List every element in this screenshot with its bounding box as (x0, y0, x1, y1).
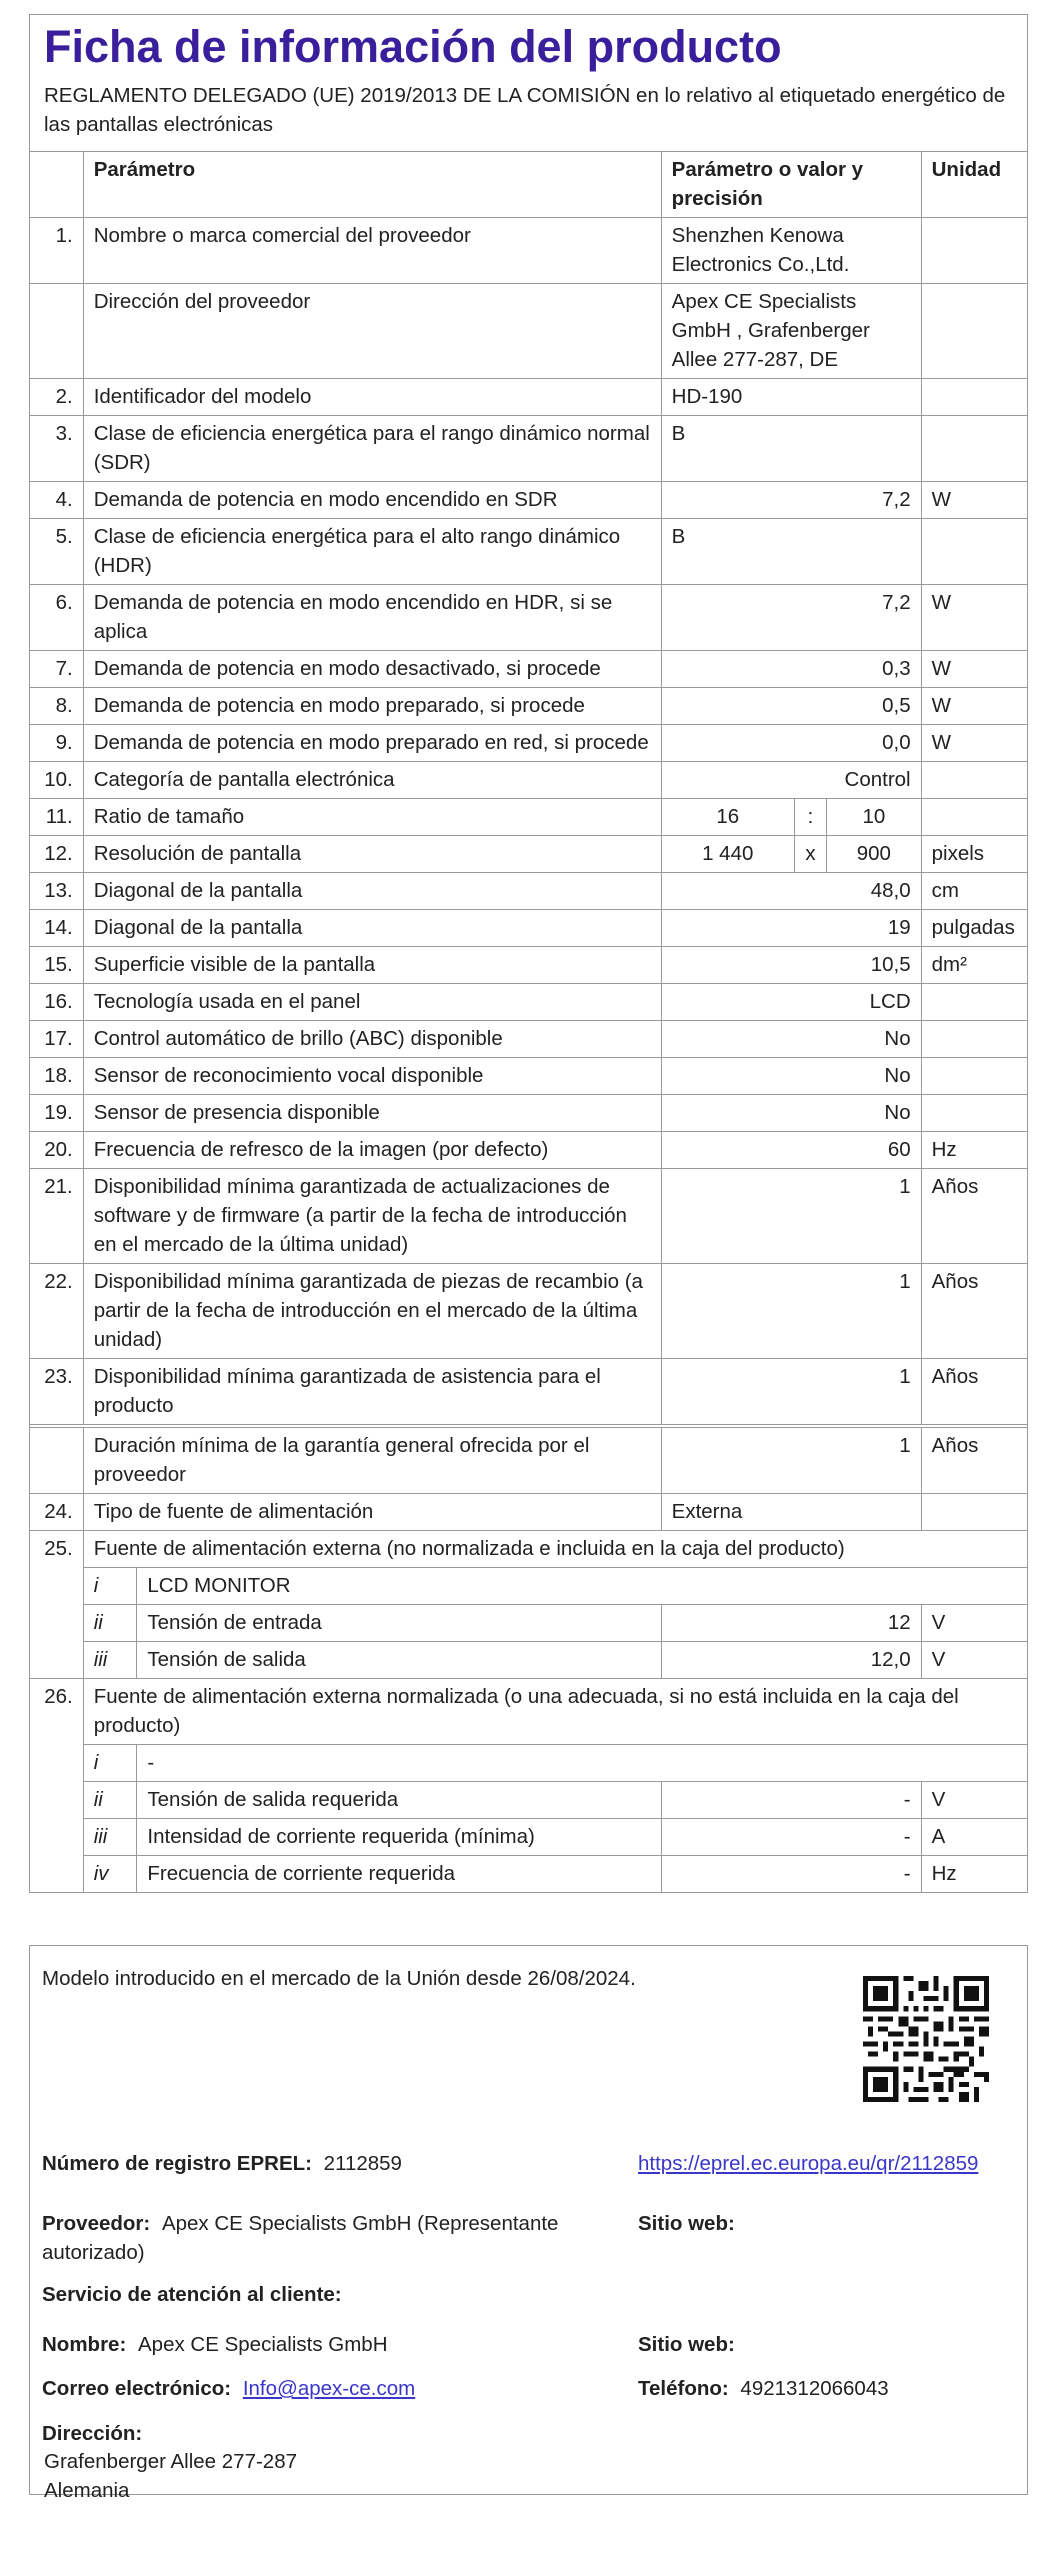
table-row (30, 1359, 1028, 1425)
external-psu-group (30, 1531, 1028, 1568)
address-line-1: Grafenberger Allee 277-287 (44, 2450, 298, 2473)
address-label: Dirección: (42, 2422, 143, 2445)
sub-parameter: Frecuencia de corriente requerida (137, 1856, 661, 1893)
row-number: 16. (30, 984, 84, 1021)
row-parameter: Identificador del modelo (83, 379, 661, 416)
market-date-text: Modelo introducido en el mercado de la Unión desde 26/08/2024. (42, 1967, 636, 1990)
sub-index: i (83, 1745, 137, 1782)
eprel-link-wrap (638, 2149, 1008, 2178)
row-value: 0,3 (661, 651, 921, 688)
sub-index: iii (83, 1819, 137, 1856)
row-number: 4. (30, 482, 84, 519)
row-parameter: Clase de eficiencia energética para el alto rango dinámico (HDR) (83, 519, 661, 585)
sub-value: - (661, 1819, 921, 1856)
table-row (30, 799, 1028, 836)
row-number: 24. (30, 1494, 84, 1531)
row-value: B (661, 416, 921, 482)
row-parameter: Sensor de reconocimiento vocal disponible (83, 1058, 661, 1095)
table-row (30, 688, 1028, 725)
row-parameter: Demanda de potencia en modo preparado en red, si procede (83, 725, 661, 762)
group-title: Fuente de alimentación externa (no normalizada e incluida en la caja del producto) (83, 1531, 1027, 1568)
row-unit: W (921, 585, 1027, 651)
row-parameter: Clase de eficiencia energética para el rango dinámico normal (SDR) (83, 416, 661, 482)
sub-row (30, 1745, 1028, 1782)
table-row (30, 762, 1028, 799)
row-parameter: Dirección del proveedor (83, 284, 661, 379)
sub-parameter: - (137, 1745, 1028, 1782)
sub-index: iii (83, 1642, 137, 1679)
row-number (30, 284, 84, 379)
row-value: Shenzhen Kenowa Electronics Co.,Ltd. (661, 218, 921, 284)
row-value: No (661, 1058, 921, 1095)
row-number: 13. (30, 873, 84, 910)
email-link[interactable]: Info@apex-ce.com (242, 2377, 416, 2400)
row-value-b: 10 (827, 799, 922, 836)
row-value-a: 1 440 (661, 836, 794, 873)
row-number: 26. (30, 1679, 84, 1893)
eprel-label: Número de registro EPREL: (42, 2152, 312, 2175)
header-value: Parámetro o valor y precisión (661, 152, 921, 218)
sub-value: - (661, 1782, 921, 1819)
table-row (30, 519, 1028, 585)
row-unit (921, 416, 1027, 482)
sub-index: iv (83, 1856, 137, 1893)
supplier-row (42, 2209, 622, 2267)
supplier-label: Proveedor: (42, 2212, 151, 2235)
supplier-website-label: Sitio web: (638, 2212, 735, 2235)
row-value: 10,5 (661, 947, 921, 984)
row-value: 1 (661, 1264, 921, 1359)
row-value: Externa (661, 1494, 921, 1531)
sub-parameter: LCD MONITOR (137, 1568, 1028, 1605)
table-row (30, 1132, 1028, 1169)
row-number: 14. (30, 910, 84, 947)
row-unit: W (921, 651, 1027, 688)
sub-unit: V (921, 1782, 1027, 1819)
row-unit (921, 1058, 1027, 1095)
row-unit: W (921, 482, 1027, 519)
sub-unit: V (921, 1642, 1027, 1679)
row-parameter: Control automático de brillo (ABC) disponible (83, 1021, 661, 1058)
sub-row (30, 1782, 1028, 1819)
eprel-registration (42, 2149, 402, 2178)
table-row (30, 1058, 1028, 1095)
table-row (30, 482, 1028, 519)
table-row (30, 585, 1028, 651)
row-unit: dm² (921, 947, 1027, 984)
sheet-header (29, 14, 1028, 151)
row-number: 25. (30, 1531, 84, 1679)
row-value: HD-190 (661, 379, 921, 416)
row-unit (921, 1494, 1027, 1531)
table-row (30, 873, 1028, 910)
regulation-reference: REGLAMENTO DELEGADO (UE) 2019/2013 DE LA COMISIÓN en lo relativo al etiquetado energético de las pantallas electrónicas (44, 84, 1006, 136)
sub-row (30, 1568, 1028, 1605)
row-unit: cm (921, 873, 1027, 910)
row-parameter: Diagonal de la pantalla (83, 873, 661, 910)
row-value: 7,2 (661, 585, 921, 651)
page-title: Ficha de información del producto (44, 21, 782, 72)
header-parameter: Parámetro (83, 152, 661, 218)
row-parameter: Disponibilidad mínima garantizada de asistencia para el producto (83, 1359, 661, 1425)
row-unit (921, 1095, 1027, 1132)
sub-row (30, 1819, 1028, 1856)
row-value-separator: : (794, 799, 826, 836)
row-parameter: Tipo de fuente de alimentación (83, 1494, 661, 1531)
row-parameter: Sensor de presencia disponible (83, 1095, 661, 1132)
eprel-link[interactable]: https://eprel.ec.europa.eu/qr/2112859 (638, 2152, 979, 2175)
sub-index: i (83, 1568, 137, 1605)
row-unit: W (921, 725, 1027, 762)
row-value: 1 (661, 1359, 921, 1425)
row-unit: pulgadas (921, 910, 1027, 947)
row-parameter: Disponibilidad mínima garantizada de piezas de recambio (a partir de la fecha de introducción en el mercado de la última unidad) (83, 1264, 661, 1359)
table-row (30, 984, 1028, 1021)
row-number: 11. (30, 799, 84, 836)
row-value: 0,0 (661, 725, 921, 762)
sub-parameter: Tensión de salida (137, 1642, 661, 1679)
row-number: 7. (30, 651, 84, 688)
warranty-parameter: Duración mínima de la garantía general ofrecida por el proveedor (83, 1428, 661, 1494)
row-number: 9. (30, 725, 84, 762)
row-unit: W (921, 688, 1027, 725)
sub-parameter: Tensión de salida requerida (137, 1782, 661, 1819)
row-unit: Años (921, 1264, 1027, 1359)
service-name-row (42, 2330, 388, 2359)
table-header-row (30, 152, 1028, 218)
normalized-psu-group (30, 1679, 1028, 1745)
table-row (30, 284, 1028, 379)
row-value-b: 900 (827, 836, 922, 873)
row-number: 10. (30, 762, 84, 799)
table-row (30, 1264, 1028, 1359)
row-number: 8. (30, 688, 84, 725)
qr-code-icon[interactable] (863, 1976, 989, 2102)
table-row (30, 651, 1028, 688)
warranty-unit: Años (921, 1428, 1027, 1494)
row-unit: Años (921, 1359, 1027, 1425)
row-unit (921, 1021, 1027, 1058)
email-label: Correo electrónico: (42, 2377, 232, 2400)
row-parameter: Tecnología usada en el panel (83, 984, 661, 1021)
group-title: Fuente de alimentación externa normalizada (o una adecuada, si no está incluida en la caja del producto) (83, 1679, 1027, 1745)
phone-row (638, 2374, 889, 2403)
sub-value: 12 (661, 1605, 921, 1642)
row-parameter: Demanda de potencia en modo desactivado, si procede (83, 651, 661, 688)
row-unit (921, 519, 1027, 585)
sub-value: - (661, 1856, 921, 1893)
service-name: Apex CE Specialists GmbH (138, 2333, 388, 2356)
warranty-value: 1 (661, 1428, 921, 1494)
row-number: 17. (30, 1021, 84, 1058)
row-number: 22. (30, 1264, 84, 1359)
table-row (30, 1169, 1028, 1264)
row-unit: Hz (921, 1132, 1027, 1169)
row-number: 2. (30, 379, 84, 416)
row-number: 5. (30, 519, 84, 585)
row-number: 12. (30, 836, 84, 873)
row-value: 19 (661, 910, 921, 947)
row-number: 3. (30, 416, 84, 482)
product-information-sheet (29, 14, 1028, 1893)
table-row (30, 910, 1028, 947)
sub-parameter: Tensión de entrada (137, 1605, 661, 1642)
row-parameter: Demanda de potencia en modo encendido en HDR, si se aplica (83, 585, 661, 651)
row-number: 15. (30, 947, 84, 984)
sub-row (30, 1605, 1028, 1642)
sub-index: ii (83, 1605, 137, 1642)
table-row (30, 1095, 1028, 1132)
row-parameter: Resolución de pantalla (83, 836, 661, 873)
table-row (30, 947, 1028, 984)
row-value: LCD (661, 984, 921, 1021)
row-unit: Años (921, 1169, 1027, 1264)
row-value: 60 (661, 1132, 921, 1169)
row-value: 1 (661, 1169, 921, 1264)
eprel-number: 2112859 (323, 2152, 402, 2175)
table-row (30, 725, 1028, 762)
row-unit (921, 799, 1027, 836)
row-number: 19. (30, 1095, 84, 1132)
row-number: 23. (30, 1359, 84, 1425)
row-unit (921, 218, 1027, 284)
table-row (30, 836, 1028, 873)
sub-unit: A (921, 1819, 1027, 1856)
row-value: 0,5 (661, 688, 921, 725)
row-number: 1. (30, 218, 84, 284)
table-row (30, 218, 1028, 284)
row-value: No (661, 1021, 921, 1058)
table-row (30, 416, 1028, 482)
row-parameter: Demanda de potencia en modo encendido en SDR (83, 482, 661, 519)
sub-parameter: Intensidad de corriente requerida (mínima) (137, 1819, 661, 1856)
row-parameter: Categoría de pantalla electrónica (83, 762, 661, 799)
row-number: 21. (30, 1169, 84, 1264)
phone-label: Teléfono: (638, 2377, 729, 2400)
table-row (30, 379, 1028, 416)
parameters-table (29, 151, 1028, 1893)
sub-value: 12,0 (661, 1642, 921, 1679)
customer-service-heading: Servicio de atención al cliente: (42, 2283, 342, 2306)
supplier-name: Apex CE Specialists GmbH (Representante autorizado) (42, 2212, 559, 2264)
row-value: 7,2 (661, 482, 921, 519)
row-value-a: 16 (661, 799, 794, 836)
row-unit (921, 984, 1027, 1021)
row-value: Control (661, 762, 921, 799)
row-parameter: Superficie visible de la pantalla (83, 947, 661, 984)
row-value: 48,0 (661, 873, 921, 910)
address-line-2: Alemania (44, 2479, 130, 2502)
service-website-label: Sitio web: (638, 2333, 735, 2356)
sub-unit: Hz (921, 1856, 1027, 1893)
row-number: 6. (30, 585, 84, 651)
power-supply-type-row (30, 1494, 1028, 1531)
phone-number: 4921312066043 (740, 2377, 889, 2400)
service-name-label: Nombre: (42, 2333, 127, 2356)
row-value: B (661, 519, 921, 585)
row-number: 18. (30, 1058, 84, 1095)
row-unit (921, 762, 1027, 799)
sub-unit: V (921, 1605, 1027, 1642)
table-row (30, 1021, 1028, 1058)
row-parameter: Ratio de tamaño (83, 799, 661, 836)
row-parameter: Disponibilidad mínima garantizada de actualizaciones de software y de firmware (a partir de la fecha de introducción en el mercado de la última unidad) (83, 1169, 661, 1264)
row-parameter: Frecuencia de refresco de la imagen (por defecto) (83, 1132, 661, 1169)
row-number: 20. (30, 1132, 84, 1169)
sub-index: ii (83, 1782, 137, 1819)
sub-row (30, 1856, 1028, 1893)
row-parameter: Diagonal de la pantalla (83, 910, 661, 947)
warranty-row (30, 1428, 1028, 1494)
row-unit: pixels (921, 836, 1027, 873)
row-value: Apex CE Specialists GmbH , Grafenberger Allee 277-287, DE (661, 284, 921, 379)
row-parameter: Demanda de potencia en modo preparado, si procede (83, 688, 661, 725)
header-unit: Unidad (921, 152, 1027, 218)
row-unit (921, 284, 1027, 379)
supplier-info-box (29, 1945, 1028, 2502)
row-number (30, 1428, 84, 1494)
row-value-separator: x (794, 836, 826, 873)
sub-row (30, 1642, 1028, 1679)
row-parameter: Nombre o marca comercial del proveedor (83, 218, 661, 284)
email-row (42, 2374, 415, 2403)
row-unit (921, 379, 1027, 416)
row-value: No (661, 1095, 921, 1132)
